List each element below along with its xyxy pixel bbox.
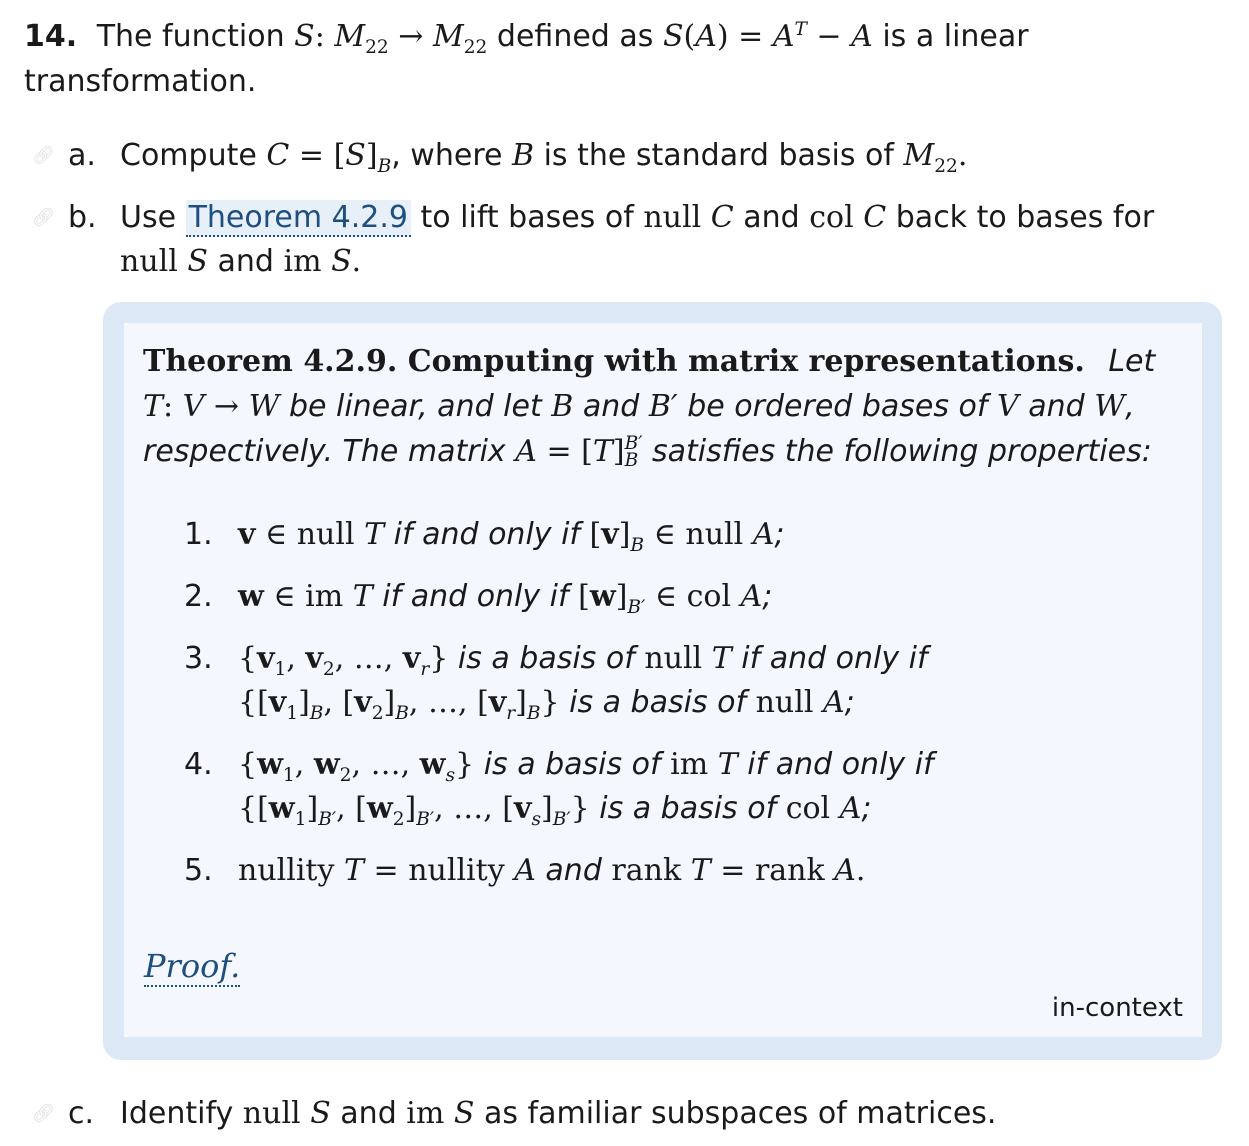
math-map: S bbox=[294, 19, 315, 54]
theorem-title: Theorem 4.2.9. Computing with matrix representations. bbox=[143, 344, 1085, 379]
exercise-statement: 14. The function S: $M_{22} \to M_{22}$ defined as $S(A) = A^T - A$ is a linear transformation. bbox=[24, 19, 1029, 99]
task-label: a. bbox=[68, 138, 96, 173]
theorem-statement: Theorem 4.2.9. Computing with matrix representations. Let T: V → W be linear, and let B and B′ be ordered bases of V and W, respectively. The matrix A = [T] B′ B satisfies the following properties: bbox=[143, 344, 1156, 471]
task-b: 🔗︎ b. Use Theorem 4.2.9 to lift bases of null C and col C back to bases for null S and im S. bbox=[68, 196, 1218, 240]
task-label: b. bbox=[68, 200, 97, 235]
in-context-link[interactable]: in-context bbox=[1051, 993, 1183, 1023]
link-icon[interactable]: 🔗︎ bbox=[32, 1103, 55, 1124]
link-icon[interactable]: 🔗︎ bbox=[32, 207, 55, 228]
task-a: 🔗︎ a. Compute $C = [S]_B$, where B is the standard basis of $M_{22}$. bbox=[68, 134, 1218, 178]
task-label: c. bbox=[68, 1096, 95, 1131]
theorem-panel: Theorem 4.2.9. Computing with matrix representations. Let T: V → W be linear, and let B and B′ be ordered bases of V and W, respectively. The matrix A = [T] B′ B satisfies the following properties: 1. v ∈ null T if and only if $[v]_B$ ∈ null A; 2. w ∈ im T if and only if $[w]_{B'}$ ∈ col A; 3. {$v_1$, $v_2$, …, $v_r$} is a basis of null T if and only if {$[v_1]_B$, $[v_2]_B$, …, $[v_r]_B$} is a basis of null A; 4. {$w_1$, $w_2$, …, $w_s$} is a basis of im T if and only if {$[w_1]_{B'}$, $[w_2]_{B'}$, …, $[v_s]_{B'}$} is a basis of col A; 5. nullity T = nullity A and rank T = rank A. Proof. in-context bbox=[124, 323, 1202, 1037]
exercise-number: 14. bbox=[24, 19, 78, 54]
proof-link[interactable]: Proof. bbox=[144, 947, 241, 985]
task-c: 🔗︎ c. Identify null S and im S as familiar subspaces of matrices. bbox=[68, 1092, 1218, 1136]
theorem-link[interactable]: Theorem 4.2.9 bbox=[186, 200, 411, 237]
theorem-card bbox=[103, 302, 1222, 1060]
link-icon[interactable]: 🔗︎ bbox=[32, 145, 55, 166]
